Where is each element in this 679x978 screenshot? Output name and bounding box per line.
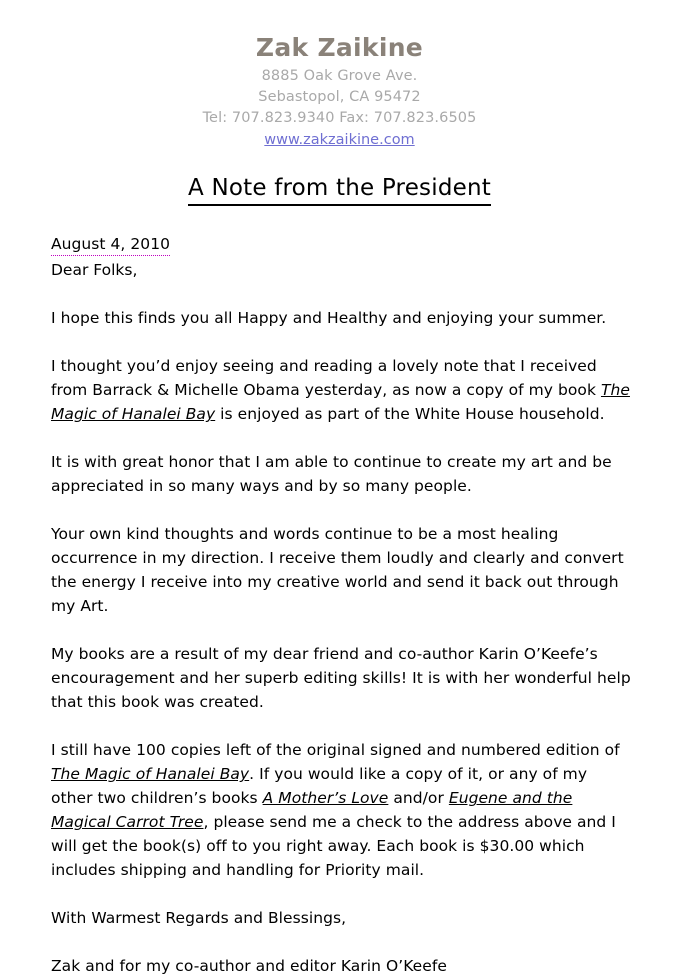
paragraph-obama-note xyxy=(51,354,633,426)
page-title-wrap xyxy=(0,175,679,207)
letter-date-line xyxy=(51,232,633,256)
street-address: 8885 Oak Grove Ave. xyxy=(261,67,418,84)
book-title-a-mothers-love: A Mother’s Love xyxy=(262,789,389,808)
letter-date: August 4, 2010 xyxy=(51,234,170,256)
paragraph-obama-note-text-b: is enjoyed as part of the White House household. xyxy=(215,405,605,424)
paragraph-spacer xyxy=(51,282,633,306)
website-link[interactable]: www.zakzaikine.com xyxy=(264,131,415,148)
salutation: Dear Folks, xyxy=(51,261,138,280)
phone-fax: Tel: 707.823.9340 Fax: 707.823.6505 xyxy=(202,109,477,126)
city-state-zip: Sebastopol, CA 95472 xyxy=(258,88,421,105)
signature-line: Zak and for my co-author and editor Karin O’Keefe xyxy=(51,957,447,976)
company-name: Zak Zaikine xyxy=(255,33,424,62)
paragraph-order-books-text-d: , please send me a check to the address above and I will get the book(s) off to you right away. Each book is $30.00 which includes shipping and handling for Priority mail. xyxy=(51,813,616,880)
closing-line: With Warmest Regards and Blessings, xyxy=(51,909,347,928)
paragraph-coauthor: My books are a result of my dear friend and co-author Karin O’Keefe’s encouragement and her superb editing skills! It is with her wonderful help that this book was created. xyxy=(51,645,631,712)
paragraph-kind-thoughts: Your own kind thoughts and words continue to be a most healing occurrence in my direction. I receive them loudly and clearly and convert the energy I receive into my creative world and send it back out through my Art. xyxy=(51,525,624,616)
paragraph-order-books-text-a: I still have 100 copies left of the original signed and numbered edition of xyxy=(51,741,620,760)
paragraph-order-books xyxy=(51,738,633,882)
book-title-eugene-carrot-tree: Eugene and the Magical Carrot Tree xyxy=(51,789,573,832)
paragraph-great-honor: It is with great honor that I am able to continue to create my art and be appreciated in so many ways and by so many people. xyxy=(51,453,612,496)
paragraph-obama-note-text-a: I thought you’d enjoy seeing and reading a lovely note that I received from Barrack & Michelle Obama yesterday, as now a copy of my book xyxy=(51,357,601,400)
book-title-hanalei-bay: The Magic of Hanalei Bay xyxy=(51,381,630,424)
letter-body xyxy=(51,232,633,978)
letterhead xyxy=(0,0,679,151)
paragraph-order-books-text-c: and/or xyxy=(388,789,449,808)
book-title-hanalei-bay-2: The Magic of Hanalei Bay xyxy=(51,765,250,784)
page-title: A Note from the President xyxy=(188,175,491,207)
paragraph-greeting: I hope this finds you all Happy and Healthy and enjoying your summer. xyxy=(51,309,607,328)
paragraph-order-books-text-b: . If you would like a copy of it, or any of my other two children’s books xyxy=(51,765,588,808)
